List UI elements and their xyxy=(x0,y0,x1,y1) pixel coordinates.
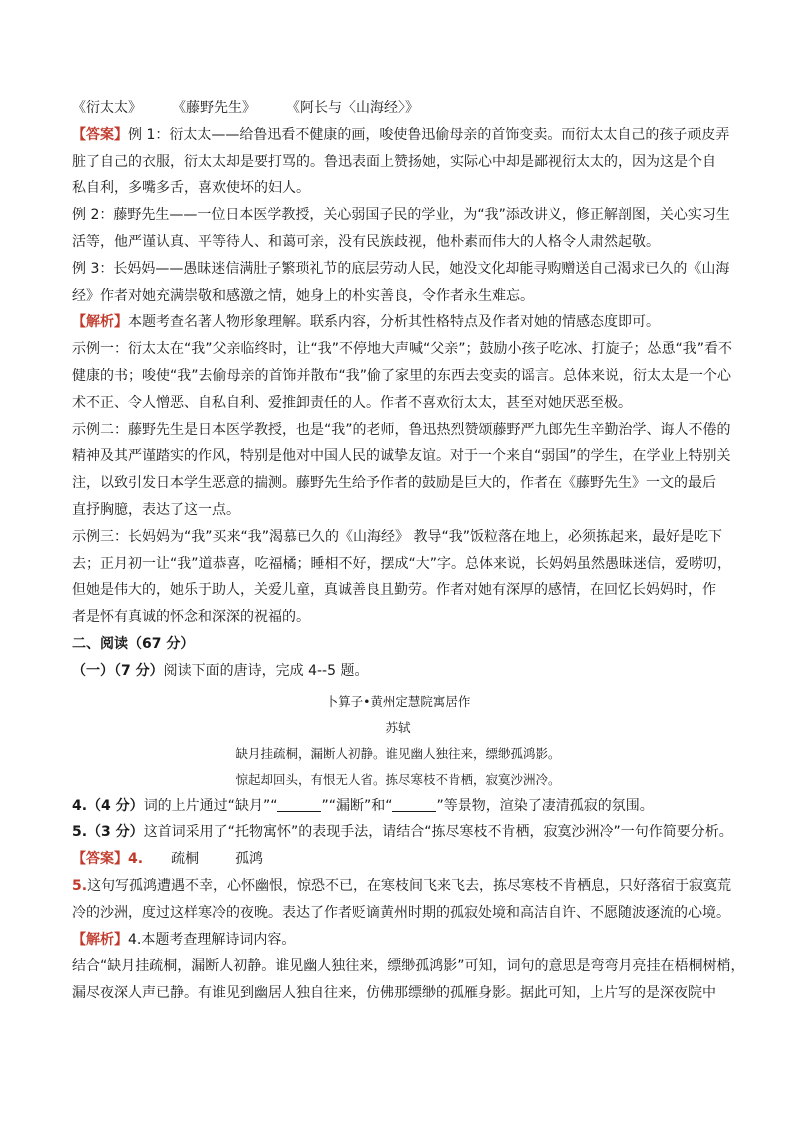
answer1-line-3: 私自利，多嘴多舌，喜欢使坏的妇人。 xyxy=(72,180,310,197)
analysis1-line-6: 精神及其严谨踏实的作风，特别是他对中国人民的诚挚友谊。对于一个来自“弱国”的学生，在学业上特别关 xyxy=(72,448,731,465)
poem-line-1: 缺月挂疏桐，漏断人初静。谁见幽人独往来，缥缈孤鸿影。 xyxy=(235,745,561,761)
question-4: 4.（4 分）词的上片通过“缺月”“ ”“漏断”和“ ”等景物，渲染了凄清孤寂的氛围。 xyxy=(72,797,654,814)
analysis1-line-8: 直抒胸臆，表达了这一点。 xyxy=(72,501,240,518)
poem-line-2: 惊起却回头，有恨无人省。拣尽寒枝不肯栖，寂寞沙洲冷。 xyxy=(235,771,561,787)
poem-author: 苏轼 xyxy=(385,719,411,735)
answer-word-1: 疏桐 xyxy=(171,851,200,868)
title-tengye: 《藤野先生》 xyxy=(172,100,256,116)
analysis1-line-7: 注，以致引发日本学生恶意的揣测。藤野先生给予作者的鼓励是巨大的，作者在《藤野先生》一文的最后 xyxy=(72,475,716,492)
answer-tag: 【答案】 xyxy=(72,126,128,143)
analysis2-line-1: 【解析】4.本题考查理解诗词内容。 xyxy=(72,931,296,948)
document-body xyxy=(72,95,745,1007)
q5-number: 5.（3 分） xyxy=(72,824,144,841)
answer2-tag: 【答案】 xyxy=(72,851,128,868)
answer2-q5-number: 5. xyxy=(72,877,88,894)
analysis1-line-5: 示例二：藤野先生是日本医学教授，也是“我”的老师，鲁迅热烈赞颂藤野严九郎先生辛勤治学、诲人不倦的 xyxy=(72,421,731,438)
answer1-line-4: 例 2：藤野先生——一位日本医学教授，关心弱国子民的学业，为“我”添改讲义，修正解剖图，关心实习生 xyxy=(72,207,730,224)
analysis1-line-4: 术不正、令人憎恶、自私自利、爱推卸责任的人。作者不喜欢衍太太，甚至对她厌恶至极。 xyxy=(72,394,632,411)
answer-word-2: 孤鸿 xyxy=(235,851,264,868)
title-yan-taitai: 《衍太太》 xyxy=(72,100,142,116)
answer2-line-1 xyxy=(72,846,724,873)
analysis1-line-12: 者是怀有真诚的怀念和深深的祝福的。 xyxy=(72,609,310,626)
answer1-line-1: 【答案】例 1：衍太太——给鲁迅看不健康的画，唆使鲁迅偷母亲的首饰变卖。而衍太太自己的孩子顽皮弄 xyxy=(72,126,730,143)
book-titles-line xyxy=(72,95,724,122)
answer1-line-5: 活等，他严谨认真、平等待人、和蔼可亲，没有民族歧视，他朴素而伟大的人格令人肃然起敬。 xyxy=(72,233,660,250)
title-achang: 《阿长与〈山海经〉》 xyxy=(286,100,419,116)
answer1-line-7: 经》作者对她充满崇敬和感激之情，她身上的朴实善良，令作者永生难忘。 xyxy=(72,287,534,304)
analysis2-tag: 【解析】 xyxy=(72,931,128,948)
analysis-tag: 【解析】 xyxy=(72,314,128,331)
analysis1-line-3: 健康的书；唆使“我”去偷母亲的首饰并散布“我”偷了家里的东西去变卖的谣言。总体来说，衍太太是一个心 xyxy=(72,367,732,384)
answer2-q4-number: 4. xyxy=(128,851,144,868)
question-5: 5.（3 分）这首词采用了“托物寓怀”的表现手法，请结合“拣尽寒枝不肯栖，寂寞沙洲冷”一句作简要分析。 xyxy=(72,824,733,841)
q4-number: 4.（4 分） xyxy=(72,797,144,814)
q4-blank-1[interactable] xyxy=(277,797,321,812)
analysis2-line-3: 漏尽夜深人声已静。有谁见到幽居人独自往来，仿佛那缥缈的孤雁身影。据此可知，上片写的是深夜院中 xyxy=(72,985,716,1002)
analysis1-line-2: 示例一：衍太太在“我”父亲临终时，让“我”不停地大声喊“父亲”；鼓励小孩子吃冰、打旋子；怂恿“我”看不 xyxy=(72,341,733,358)
answer1-line-6: 例 3：长妈妈——愚昧迷信满肚子繁琐礼节的底层劳动人民，她没文化却能寻购赠送自己渴求已久的《山海 xyxy=(72,260,730,277)
q4-blank-2[interactable] xyxy=(392,797,436,812)
analysis1-line-9: 示例三：长妈妈为“我”买来“我”渴慕已久的《山海经》 教导“我”饭粒落在地上，必须拣起来，最好是吃下 xyxy=(72,528,722,545)
part1-label: （一）（7 分） xyxy=(72,662,164,679)
analysis1-line-10: 去；正月初一让“我”道恭喜，吃福橘；睡相不好，摆成“大”字。总体来说，长妈妈虽然愚昧迷信，爱唠叨， xyxy=(72,555,732,572)
poem-title: 卜算子•黄州定慧院寓居作 xyxy=(325,693,471,709)
answer2-line-2: 5.这句写孤鸿遭遇不幸，心怀幽恨，惊恐不已，在寒枝间飞来飞去，拣尽寒枝不肯栖息，只好落宿于寂寞荒 xyxy=(72,877,732,894)
section-heading: 二、阅读（67 分） xyxy=(72,635,195,652)
analysis1-line-1: 【解析】本题考查名著人物形象理解。联系内容，分析其性格特点及作者对她的情感态度即可。 xyxy=(72,314,660,331)
answer1-line-2: 脏了自己的衣服，衍太太却是要打骂的。鲁迅表面上赞扬她，实际心中却是鄙视衍太太的，因为这是个自 xyxy=(72,153,716,170)
analysis1-line-11: 但她是伟大的，她乐于助人，关爱儿童，真诚善良且勤劳。作者对她有深厚的感情，在回忆长妈妈时，作 xyxy=(72,582,716,599)
answer2-line-3: 冷的沙洲，度过这样寒冷的夜晚。表达了作者贬谪黄州时期的孤寂处境和高洁自许、不愿随波逐流的心境。 xyxy=(72,904,730,921)
analysis2-line-2: 结合“缺月挂疏桐，漏断人初静。谁见幽人独往来，缥缈孤鸿影”可知，词句的意思是弯弯月亮挂在梧桐树梢， xyxy=(72,958,745,975)
part1-instruction: （一）（7 分）阅读下面的唐诗，完成 4--5 题。 xyxy=(72,662,369,679)
